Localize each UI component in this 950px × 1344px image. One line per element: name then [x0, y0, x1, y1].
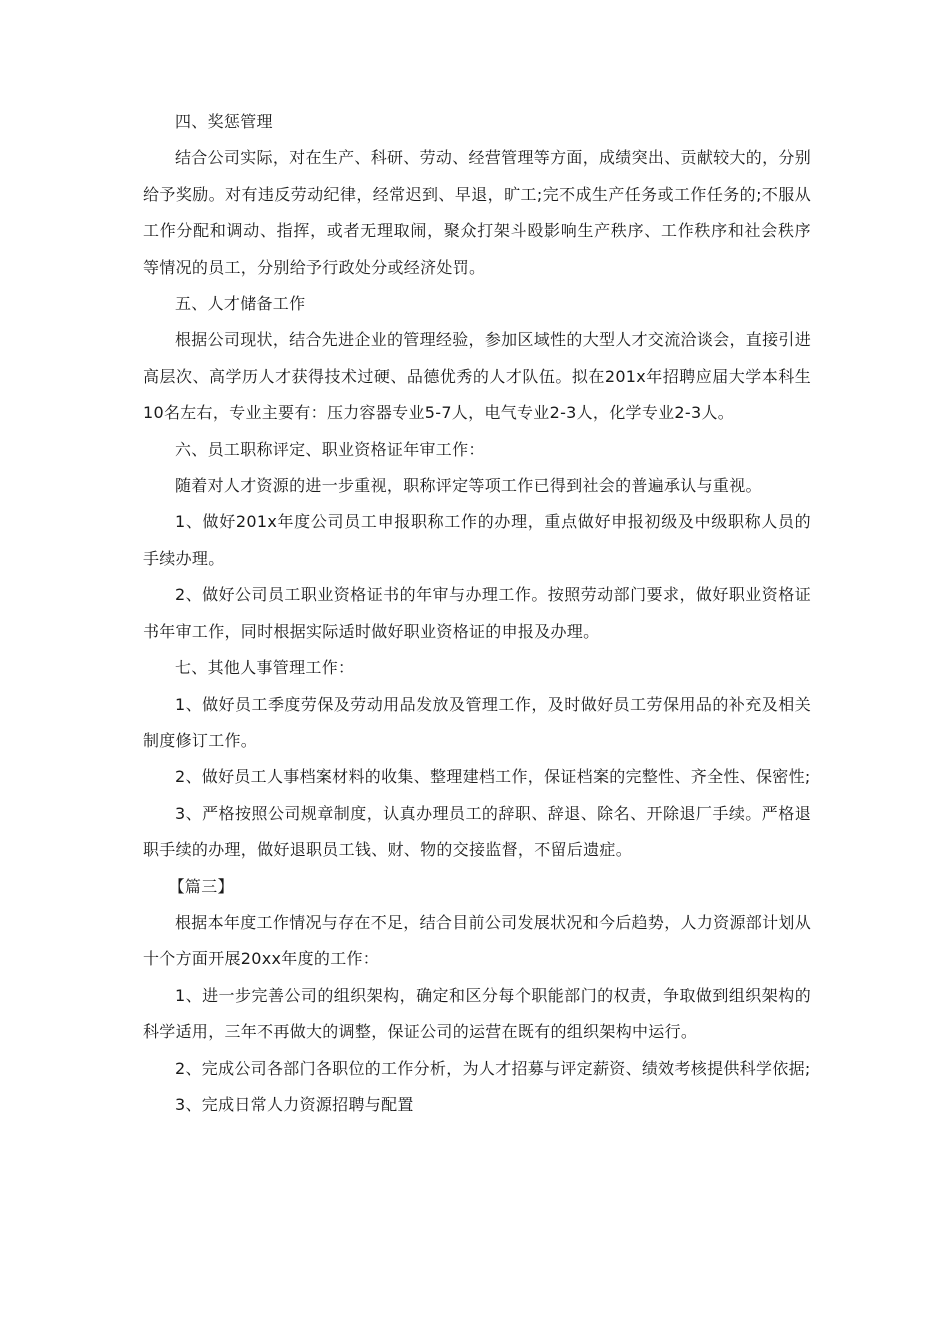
- paragraph-rewards: 结合公司实际，对在生产、科研、劳动、经营管理等方面，成绩突出、贡献较大的，分别给予奖励。对有违反劳动纪律，经常迟到、早退，旷工;完不成生产任务或工作任务的;不服从工作分配和调动、指挥，或者无理取闹，聚众打架斗殴影响生产秩序、工作秩序和社会秩序等情况的员工，分别给予行政处分或经济处罚。: [143, 148, 811, 277]
- section-heading-rewards: 四、奖惩管理: [175, 112, 273, 131]
- paragraph-title-evaluation-item-2: 2、做好公司员工职业资格证书的年审与办理工作。按照劳动部门要求，做好职业资格证书年审工作，同时根据实际适时做好职业资格证的申报及办理。: [143, 585, 811, 641]
- paragraph-part-three-intro: 根据本年度工作情况与存在不足，结合目前公司发展状况和今后趋势，人力资源部计划从十个方面开展20xx年度的工作：: [143, 912, 811, 969]
- paragraph-title-evaluation-item-1: 1、做好201x年度公司员工申报职称工作的办理，重点做好申报初级及中级职称人员的手续办理。: [143, 512, 811, 568]
- document-body: [143, 104, 811, 1123]
- section-heading-other-hr: 七、其他人事管理工作：: [175, 658, 355, 678]
- paragraph-part-three-item-3: 3、完成日常人力资源招聘与配置: [175, 1094, 414, 1114]
- paragraph-part-three-item-1: 1、进一步完善公司的组织架构，确定和区分每个职能部门的权责，争取做到组织架构的科学适用，三年不再做大的调整，保证公司的运营在既有的组织架构中运行。: [143, 985, 811, 1042]
- paragraph-other-hr-item-1: 1、做好员工季度劳保及劳动用品发放及管理工作，及时做好员工劳保用品的补充及相关制度修订工作。: [143, 694, 811, 750]
- paragraph-talent-reserve: 根据公司现状，结合先进企业的管理经验，参加区域性的大型人才交流洽谈会，直接引进高层次、高学历人才获得技术过硬、品德优秀的人才队伍。拟在201x年招聘应届大学本科生10名左右，专业主要有：压力容器专业5-7人，电气专业2-3人，化学专业2-3人。: [143, 330, 811, 423]
- section-heading-title-evaluation: 六、员工职称评定、职业资格证年审工作：: [175, 439, 485, 459]
- paragraph-part-three-item-2: 2、完成公司各部门各职位的工作分析，为人才招募与评定薪资、绩效考核提供科学依据;: [175, 1058, 811, 1078]
- section-heading-part-three: 【篇三】: [168, 876, 234, 896]
- paragraph-title-evaluation-intro: 随着对人才资源的进一步重视，职称评定等项工作已得到社会的普遍承认与重视。: [175, 476, 762, 496]
- section-heading-talent-reserve: 五、人才储备工作: [175, 294, 306, 314]
- paragraph-other-hr-item-3: 3、严格按照公司规章制度，认真办理员工的辞职、辞退、除名、开除退厂手续。严格退职手续的办理，做好退职员工钱、财、物的交接监督，不留后遗症。: [143, 803, 811, 860]
- paragraph-other-hr-item-2: 2、做好员工人事档案材料的收集、整理建档工作，保证档案的完整性、齐全性、保密性;: [175, 767, 811, 787]
